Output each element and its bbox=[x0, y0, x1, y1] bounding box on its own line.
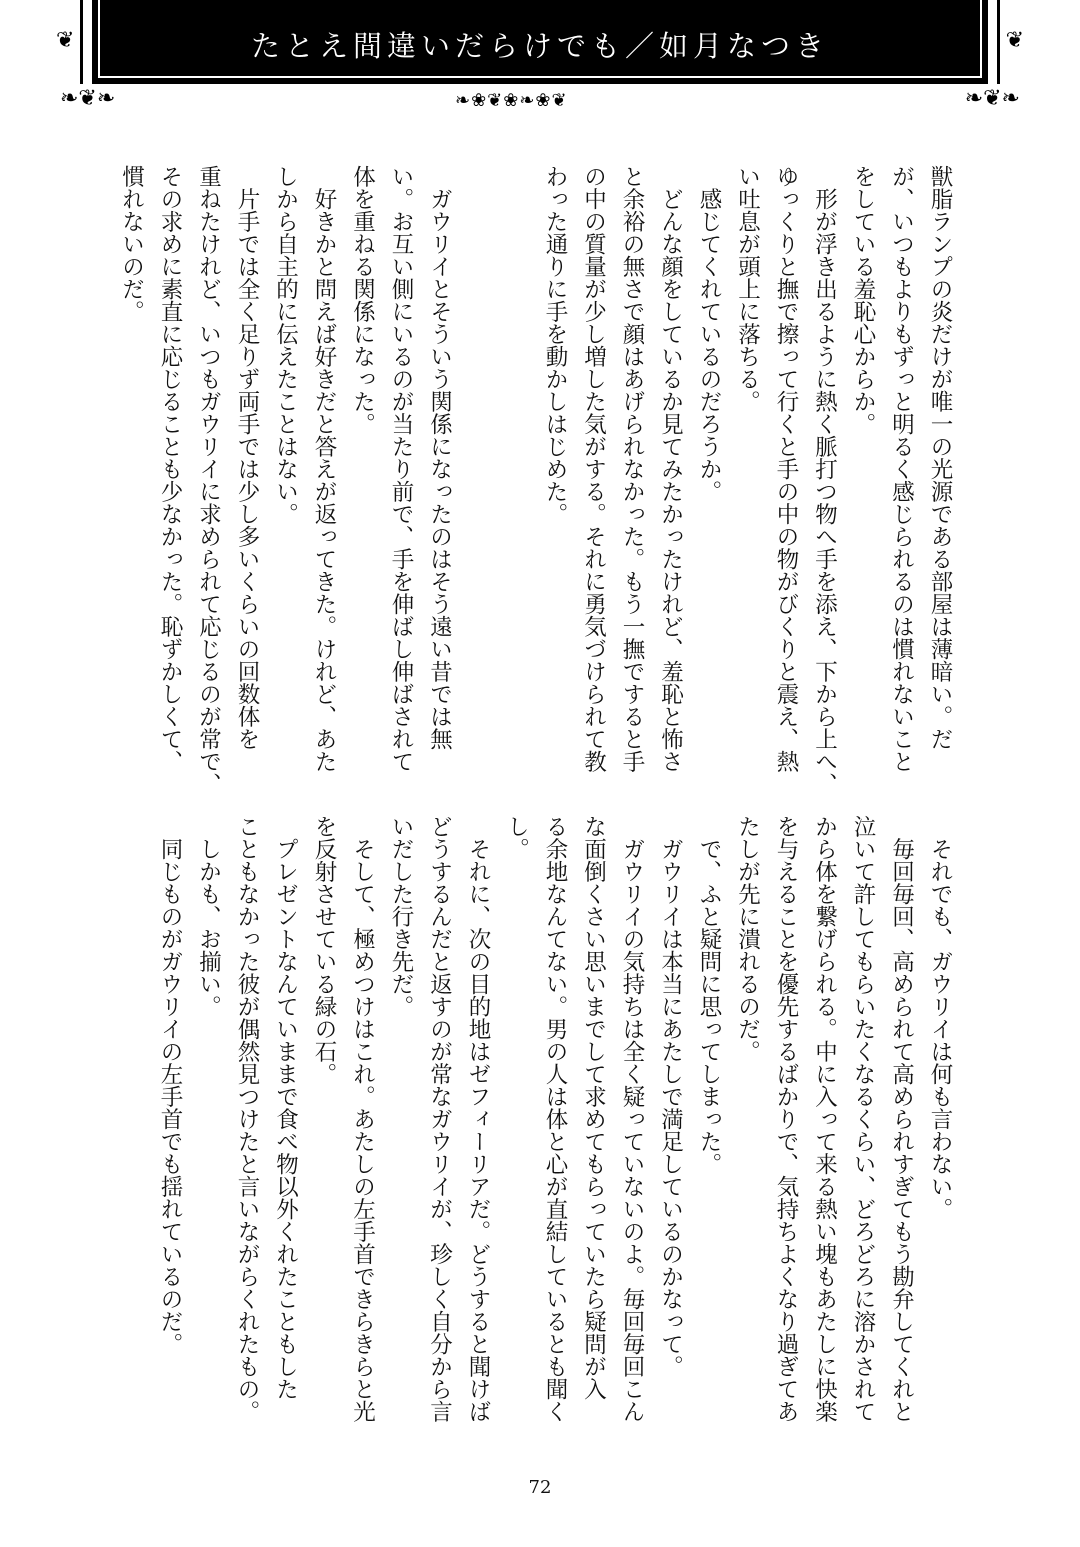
text-column: それに、次の目的地はゼフィーリアだ。どうすると聞けば bbox=[465, 815, 491, 1423]
text-column: どうするんだと返すのが常なガウリイが、珍しく自分から言 bbox=[426, 815, 453, 1423]
text-column: 重ねたけれど、いつもガウリイに求められて応じるのが常で、 bbox=[195, 165, 222, 795]
upper-text-block bbox=[112, 165, 959, 795]
text-column: どんな顔をしているか見てみたかったけれど、羞恥と怖さ bbox=[657, 165, 684, 773]
text-column: を与えることを優先するばかりで、気持ちよくなり過ぎてあ bbox=[773, 815, 799, 1423]
text-column: 形が浮き出るように熱く脈打つ物へ手を添え、下から上へ、 bbox=[811, 165, 838, 795]
text-column: 泣いて許してもらいたくなるくらい、どろどろに溶かされて bbox=[850, 815, 876, 1423]
text-column: こともなかった彼が偶然見つけたと言いながらくれたもの。 bbox=[234, 815, 260, 1423]
left-bottom-flourish-icon: ❧❦❧ bbox=[60, 86, 116, 111]
title-banner bbox=[92, 0, 988, 84]
text-column: 慣れないのだ。 bbox=[118, 165, 145, 323]
text-column: たしが先に潰れるのだ。 bbox=[734, 815, 761, 1063]
text-column: しかも、お揃い。 bbox=[195, 815, 222, 1018]
text-column: と余裕の無さで顔はあげられなかった。もう一撫ですると手 bbox=[619, 165, 645, 773]
text-column: から体を繋げられる。中に入って来る熱い塊もあたしに快楽 bbox=[811, 815, 838, 1423]
text-column: の中の質量が少し増した気がする。それに勇気づけられて教 bbox=[580, 165, 607, 773]
text-column: る余地なんてない。男の人は体と心が直結しているとも聞く bbox=[542, 815, 568, 1423]
left-flourish-icon: ❦ bbox=[56, 28, 75, 53]
text-column: で、ふと疑問に思ってしまった。 bbox=[696, 815, 722, 1175]
text-column: そして、極めつけはこれ。あたしの左手首できらきらと光 bbox=[349, 815, 376, 1423]
text-column: が、いつもよりもずっと明るく感じられるのは慣れないこと bbox=[888, 165, 915, 773]
text-column: ガウリイの気持ちは全く疑っていないのよ。毎回毎回こん bbox=[619, 815, 645, 1423]
text-column: ゆっくりと撫で擦って行くと手の中の物がびくりと震え、熱 bbox=[773, 165, 799, 773]
right-flourish-icon: ❦ bbox=[1005, 28, 1024, 53]
text-column: をしている羞恥心からか。 bbox=[850, 165, 876, 435]
text-column: 好きかと問えば好きだと答えが返ってきた。けれど、あた bbox=[311, 165, 337, 773]
right-bottom-flourish-icon: ❧❦❧ bbox=[964, 86, 1020, 111]
text-column bbox=[497, 165, 536, 795]
text-column: 毎回毎回、高められて高められすぎてもう勘弁してくれと bbox=[888, 815, 915, 1423]
text-column: し。 bbox=[503, 815, 530, 860]
text-column: しから自主的に伝えたことはない。 bbox=[272, 165, 299, 525]
text-column: プレゼントなんていままで食べ物以外くれたこともした bbox=[272, 815, 299, 1400]
text-column: い吐息が頭上に落ちる。 bbox=[734, 165, 761, 413]
text-column: 片手では全く足りず両手では少し多いくらいの回数体を bbox=[234, 165, 260, 750]
text-column: わった通りに手を動かしはじめた。 bbox=[542, 165, 568, 525]
lower-text-block bbox=[151, 815, 960, 1423]
page-number: 72 bbox=[528, 1477, 552, 1498]
text-column: ガウリイは本当にあたしで満足しているのかなって。 bbox=[657, 815, 684, 1378]
text-column: その求めに素直に応じることも少なかった。恥ずかしくて、 bbox=[157, 165, 183, 773]
text-column bbox=[459, 165, 498, 795]
banner-left-rule bbox=[80, 0, 83, 84]
text-column: な面倒くさい思いまでして求めてもらっていたら疑問が入 bbox=[580, 815, 607, 1400]
text-column: を反射させている緑の石。 bbox=[311, 815, 337, 1085]
text-column: 体を重ねる関係になった。 bbox=[349, 165, 376, 435]
text-column: ガウリイとそういう関係になったのはそう遠い昔では無 bbox=[426, 165, 453, 750]
text-column: いだした行き先だ。 bbox=[388, 815, 414, 1018]
text-column: それでも、ガウリイは何も言わない。 bbox=[927, 815, 953, 1220]
text-column: い。お互い側にいるのが当たり前で、手を伸ばし伸ばされて bbox=[388, 165, 414, 773]
text-column: 同じものがガウリイの左手首でも揺れているのだ。 bbox=[157, 815, 183, 1355]
text-column: 感じてくれているのだろうか。 bbox=[696, 165, 722, 503]
text-column: 獣脂ランプの炎だけが唯一の光源である部屋は薄暗い。だ bbox=[927, 165, 953, 750]
banner-right-rule bbox=[997, 0, 1000, 84]
center-flourish-icon: ❧❀❦❀❧❀❦ bbox=[455, 90, 568, 111]
page-title: たとえ間違いだらけでも／如月なつき bbox=[250, 29, 829, 63]
